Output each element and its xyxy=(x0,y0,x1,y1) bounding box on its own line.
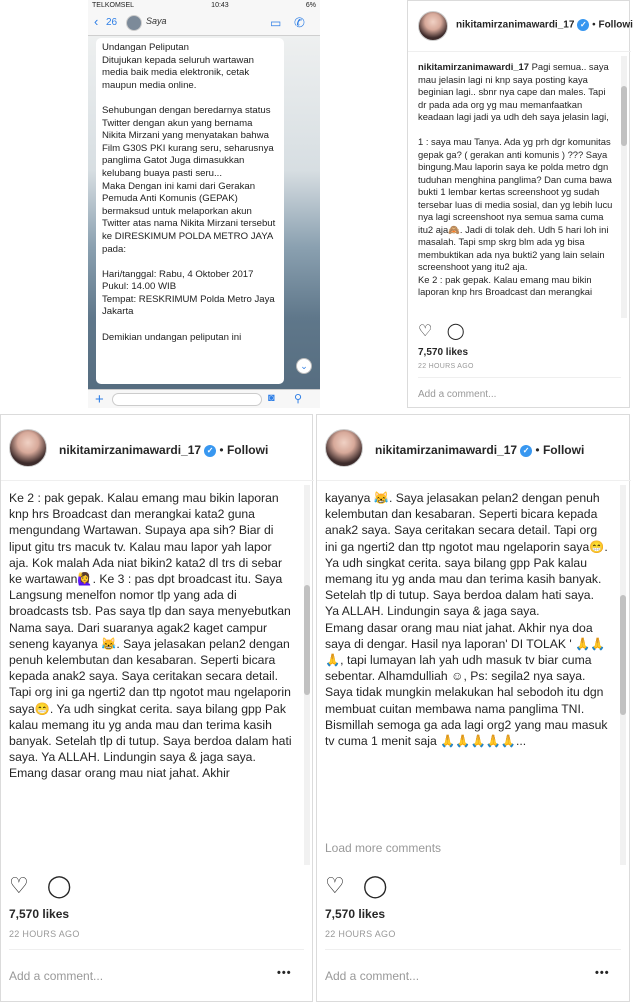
username[interactable]: nikitamirzanimawardi_17 xyxy=(59,443,202,457)
verified-badge-icon: ✓ xyxy=(204,445,216,457)
post-time: 22 HOURS AGO xyxy=(9,929,80,939)
avatar[interactable] xyxy=(9,429,47,467)
instagram-post-right xyxy=(316,414,630,1002)
post-time: 22 HOURS AGO xyxy=(418,363,474,370)
heart-icon[interactable]: ♡ xyxy=(325,873,345,898)
comment-icon[interactable]: ◯ xyxy=(446,323,465,340)
message-input[interactable] xyxy=(112,393,262,406)
username[interactable]: nikitamirzanimawardi_17 xyxy=(375,443,518,457)
divider xyxy=(408,51,631,52)
contact-name[interactable]: Saya xyxy=(146,16,167,26)
caption-username[interactable]: nikitamirzanimawardi_17 xyxy=(418,61,529,72)
scrollbar-thumb[interactable] xyxy=(621,86,627,146)
instagram-post-top xyxy=(407,0,633,408)
whatsapp-screenshot xyxy=(88,0,320,408)
likes-count[interactable]: 7,570 likes xyxy=(418,347,469,358)
post-caption: Ke 2 : pak gepak. Kalau emang mau bikin laporan knp hrs Broadcast dan merangkai kata2 guna mengundang Wartawan. Supaya apa sih? Biar di liput gitu trs macuk tv. Kalau mau lapor yah lapor aja. Kok malah Ada niat bikin2 kata2 dl trs di sebar ke wartawan🙋‍♀️. Ke 3 : pas dpt broadcast itu. Saya Langsung menelfon nomor tlp yang ada di broadcasts tsb. Pas saya tlp dan saya menyebutkan Nama saya. Dari suaranya agak2 kaget campur seneng kayanya 😹. Saya jelasakan pelan2 dengan penuh kelembutan dan kesabaran. Seperti bicara kepada anak2 saya. Saya ceritakan secara detail. Tapi org ini ga ngerti2 dan ttp ngotot mau ngelaporin saya😁. Ya udh singkat cerita. saya bilang gpp Pak kalau memang itu yg anda mau dan terima kasih banyak. Setelah tlp di tutup. Saya berdoa dalam hati saya. Ya ALLAH. Lindungin saya & jaga saya. Emang dasar orang mau niat jahat. Akhir xyxy=(9,491,292,781)
heart-icon[interactable]: ♡ xyxy=(9,873,29,898)
camera-icon[interactable]: ◙ xyxy=(268,392,275,404)
follow-button[interactable]: Followi xyxy=(542,443,585,457)
divider xyxy=(325,949,621,950)
separator-dot: • xyxy=(592,19,596,31)
username[interactable]: nikitamirzanimawardi_17 xyxy=(456,19,575,31)
chat-input-bar xyxy=(88,389,320,408)
caption-text: Pagi semua.. saya mau jelasin lagi ni knp saya posting kaya beginian lagi.. sbnr nya cape dan males. Tapi dr pada ada org yg mau memanfaatkan keadaan lagi jadi ya udh deh saya jelasin lagi, 1 : saya mau Tanya. Ada yg prh dgr komunitas gepak ga? ( gerakan anti komunis ) ??? Saya bingung.Mau laporin saya ke polda metro dgn tuduhan menghina panglima? Dan cuma bawa bukti 1 lembar kertas screenshoot yg sudah tersebar luas di media sosial, dan yg lebih lucu nya lagi screenshoot nya semua sama cuma itu2 aja🙈. Jadi di tolak deh. Udh 5 hari loh ini masalah. Tapi smp skrg blm ada yg bisa membuktikan ada nya bukti2 yang lain selain screenshoot yang itu2 aja. Ke 2 : pak gepak. Kalau emang mau bikin laporan knp hrs Broadcast dan merangkai xyxy=(418,61,613,297)
divider xyxy=(1,480,314,481)
follow-button[interactable]: Followi xyxy=(226,443,269,457)
unread-count[interactable]: 26 xyxy=(106,17,118,28)
separator-dot: • xyxy=(535,443,540,457)
plus-icon[interactable]: + xyxy=(95,391,104,408)
comment-icon[interactable]: ◯ xyxy=(46,873,72,898)
comment-input[interactable]: Add a comment... xyxy=(418,389,497,400)
comment-input[interactable]: Add a comment... xyxy=(325,969,420,983)
post-header xyxy=(456,19,633,31)
action-bar xyxy=(325,873,387,899)
action-bar xyxy=(418,321,465,341)
follow-button[interactable]: Followi xyxy=(598,19,633,31)
separator-dot: • xyxy=(219,443,224,457)
scrollbar-thumb[interactable] xyxy=(620,595,626,715)
divider xyxy=(418,377,621,378)
clock-label: 10:43 xyxy=(211,1,229,9)
phone-call-icon[interactable]: ✆ xyxy=(294,15,305,30)
carrier-label: TELKOMSEL xyxy=(92,1,135,9)
post-caption: kayanya 😹. Saya jelasakan pelan2 dengan penuh kelembutan dan kesabaran. Seperti bicara kepada anak2 saya. Saya ceritakan secara detail. Tapi org ini ga ngerti2 dan ttp ngotot mau ngelaporin saya😁. Ya udh singkat cerita. saya bilang gpp Pak kalau memang itu yg anda mau dan terima kasih banyak. Setelah tlp di tutup. Saya berdoa dalam hati saya. Ya ALLAH. Lindungin saya & jaga saya. Emang dasar orang mau niat jahat. Akhir nya doa saya di dengar. Hasil nya laporan' DI TOLAK ' 🙏🙏🙏, tapi lumayan lah yah udh masuk tv biar cuma sebentar. Alhamdulliah ☺, Ps: segila2 nya saya. Saya tidak mungkin melakukan hal sebodoh itu dgn membuat cuitan membawa nama panglima TNI. Bismillah semoga ga ada lagi org2 yang mau masuk tv cuma 1 menit saja 🙏🙏🙏🙏🙏... xyxy=(325,491,608,749)
divider xyxy=(317,480,631,481)
scrollbar[interactable] xyxy=(304,485,310,865)
action-bar xyxy=(9,873,71,899)
scrollbar[interactable] xyxy=(620,485,626,865)
phone-status-bar xyxy=(88,0,320,10)
more-options-icon[interactable]: ••• xyxy=(277,967,292,979)
microphone-icon[interactable]: ⚲ xyxy=(294,393,303,405)
heart-icon[interactable]: ♡ xyxy=(418,323,433,340)
video-call-icon[interactable]: ▭ xyxy=(270,16,282,30)
verified-badge-icon: ✓ xyxy=(577,19,589,31)
likes-count[interactable]: 7,570 likes xyxy=(9,907,70,921)
scroll-down-icon[interactable]: ⌄ xyxy=(296,358,312,374)
contact-avatar[interactable] xyxy=(126,15,142,31)
avatar[interactable] xyxy=(418,11,448,41)
comment-input[interactable]: Add a comment... xyxy=(9,969,104,983)
instagram-post-left xyxy=(0,414,313,1002)
scrollbar[interactable] xyxy=(621,56,627,318)
post-header xyxy=(375,443,584,457)
scrollbar-thumb[interactable] xyxy=(304,585,310,695)
back-chevron-icon[interactable]: ‹ xyxy=(94,14,99,29)
battery-label: 6% xyxy=(305,1,316,9)
post-caption xyxy=(418,61,616,313)
likes-count[interactable]: 7,570 likes xyxy=(325,907,386,921)
chat-header xyxy=(88,10,320,36)
post-time: 22 HOURS AGO xyxy=(325,929,396,939)
avatar[interactable] xyxy=(325,429,363,467)
verified-badge-icon: ✓ xyxy=(520,445,532,457)
message-bubble: Undangan Peliputan Ditujukan kepada seluruh wartawan media baik media elektronik, cetak maupun media online. Sehubungan dengan beredarnya status Twitter dengan akun yang bernama Nikita Mirzani yang menyatakan bahwa Film G30S PKI kurang seru, seharusnya panglima Gatot Juga dimasukkan kelubang buaya pasti seru... Maka Dengan ini kami dari Gerakan Pemuda Anti Komunis (GEPAK) bermaksud untuk melaporkan akun Twitter atas nama Nikita Mirzani tersebut ke DIRESKIMUM POLDA METRO JAYA pada: Hari/tanggal: Rabu, 4 Oktober 2017 Pukul: 14.00 WIB Tempat: RESKRIMUM Polda Metro Jaya Jakarta Demikian undangan peliputan ini xyxy=(96,38,284,384)
more-options-icon[interactable]: ••• xyxy=(595,967,610,979)
comment-icon[interactable]: ◯ xyxy=(362,873,388,898)
divider xyxy=(9,949,304,950)
post-header xyxy=(59,443,268,457)
load-more-comments[interactable]: Load more comments xyxy=(325,841,442,855)
